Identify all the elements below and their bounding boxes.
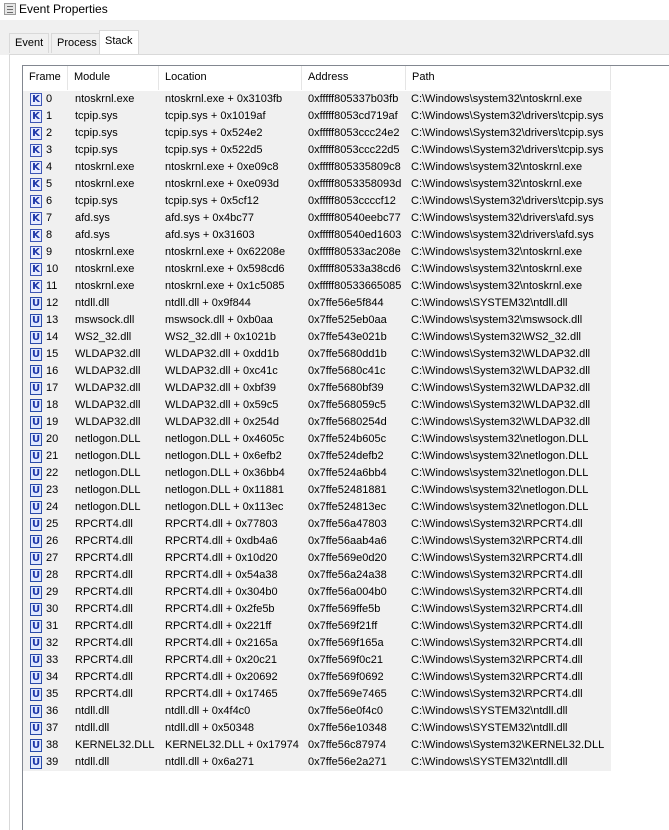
module-cell: afd.sys: [75, 229, 110, 241]
path-cell: C:\Windows\System32\RPCRT4.dll: [411, 569, 583, 581]
path-cell: C:\Windows\SYSTEM32\ntdll.dll: [411, 705, 568, 717]
frame-cell: 37: [46, 722, 59, 734]
table-row[interactable]: [23, 414, 611, 431]
frame-cell: 39: [46, 756, 59, 768]
location-cell: KERNEL32.DLL + 0x17974: [165, 739, 299, 751]
frame-cell: 5: [46, 178, 53, 190]
path-cell: C:\Windows\system32\mswsock.dll: [411, 314, 583, 326]
user-mode-frame-icon: U: [31, 468, 41, 479]
address-cell: 0x7ffe56a004b0: [308, 586, 387, 598]
address-cell: 0xfffff8053ccccf12: [308, 195, 396, 207]
table-row[interactable]: [23, 516, 611, 533]
address-cell: 0x7ffe56e10348: [308, 722, 387, 734]
kernel-mode-frame-icon: K: [30, 93, 42, 106]
address-cell: 0x7ffe5680c41c: [308, 365, 386, 377]
path-cell: C:\Windows\system32\drivers\afd.sys: [411, 212, 594, 224]
path-cell: C:\Windows\system32\netlogon.DLL: [411, 467, 589, 479]
table-row[interactable]: [23, 380, 611, 397]
location-cell: netlogon.DLL + 0x6efb2: [165, 450, 282, 462]
kernel-mode-frame-icon: K: [30, 127, 42, 140]
address-cell: 0x7ffe56aab4a6: [308, 535, 387, 547]
table-row[interactable]: [23, 703, 611, 720]
frame-cell: 11: [46, 280, 58, 292]
path-cell: C:\Windows\SYSTEM32\ntdll.dll: [411, 722, 568, 734]
user-mode-frame-icon: U: [31, 298, 41, 309]
address-cell: 0xfffff80540ed1603: [308, 229, 402, 241]
location-cell: ntdll.dll + 0x50348: [165, 722, 254, 734]
frame-cell: 28: [46, 569, 59, 581]
frame-cell: 2: [46, 127, 53, 139]
path-cell: C:\Windows\System32\RPCRT4.dll: [411, 688, 583, 700]
location-cell: tcpip.sys + 0x524e2: [165, 127, 263, 139]
user-mode-frame-icon: U: [31, 485, 41, 496]
kernel-mode-frame-icon: K: [30, 195, 42, 208]
address-cell: 0x7ffe524813ec: [308, 501, 387, 513]
user-mode-frame-icon: U: [31, 383, 41, 394]
module-cell: ntoskrnl.exe: [75, 178, 135, 190]
location-cell: netlogon.DLL + 0x11881: [165, 484, 284, 496]
kernel-mode-frame-icon: K: [30, 246, 42, 259]
location-cell: afd.sys + 0x4bc77: [165, 212, 254, 224]
location-cell: ntoskrnl.exe + 0x3103fb: [165, 93, 283, 105]
frame-cell: 34: [46, 671, 59, 683]
table-row[interactable]: [23, 261, 611, 278]
kernel-mode-frame-icon: K: [30, 178, 42, 191]
table-row[interactable]: [23, 91, 611, 108]
module-cell: ntdll.dll: [75, 705, 110, 717]
module-cell: RPCRT4.dll: [75, 637, 133, 649]
kernel-mode-frame-icon: K: [30, 280, 42, 293]
address-cell: 0xfffff805335809c8: [308, 161, 401, 173]
address-cell: 0x7ffe56c87974: [308, 739, 387, 751]
module-cell: ntoskrnl.exe: [75, 280, 135, 292]
location-cell: WLDAP32.dll + 0xdd1b: [165, 348, 280, 360]
path-cell: C:\Windows\System32\drivers\tcpip.sys: [411, 127, 604, 139]
user-mode-frame-icon: U: [31, 706, 41, 717]
table-row[interactable]: [23, 142, 611, 159]
location-cell: ntoskrnl.exe + 0x1c5085: [165, 280, 285, 292]
kernel-mode-frame-icon: K: [30, 161, 42, 174]
address-cell: 0x7ffe569f0692: [308, 671, 384, 683]
module-cell: RPCRT4.dll: [75, 671, 133, 683]
location-cell: tcpip.sys + 0x5cf12: [165, 195, 259, 207]
stack-list[interactable]: [22, 65, 669, 830]
address-cell: 0xfffff8053ccc22d5: [308, 144, 400, 156]
frame-cell: 33: [46, 654, 59, 666]
table-row[interactable]: [23, 244, 611, 261]
address-cell: 0xfffff80533a38cd6: [308, 263, 401, 275]
table-row[interactable]: [23, 618, 611, 635]
location-cell: ntoskrnl.exe + 0x62208e: [165, 246, 286, 258]
user-mode-frame-icon: U: [31, 689, 41, 700]
module-cell: mswsock.dll: [75, 314, 135, 326]
address-cell: 0x7ffe568059c5: [308, 399, 387, 411]
location-cell: afd.sys + 0x31603: [165, 229, 255, 241]
kernel-mode-frame-icon: K: [30, 263, 42, 276]
address-cell: 0xfffff8053358093d: [308, 178, 402, 190]
window-title: Event Properties: [19, 2, 108, 16]
path-cell: C:\Windows\System32\RPCRT4.dll: [411, 586, 583, 598]
frame-cell: 35: [46, 688, 59, 700]
tab-stack[interactable]: Stack: [99, 30, 139, 55]
frame-cell: 15: [46, 348, 59, 360]
user-mode-frame-icon: U: [31, 366, 41, 377]
table-row[interactable]: [23, 159, 611, 176]
location-cell: ntdll.dll + 0x4f4c0: [165, 705, 251, 717]
address-cell: 0x7ffe569f165a: [308, 637, 384, 649]
location-cell: tcpip.sys + 0x522d5: [165, 144, 263, 156]
path-cell: C:\Windows\System32\RPCRT4.dll: [411, 552, 583, 564]
module-cell: ntoskrnl.exe: [75, 93, 135, 105]
tab-event[interactable]: Event: [9, 33, 49, 53]
frame-cell: 7: [46, 212, 53, 224]
address-cell: 0xfffff80533ac208e: [308, 246, 401, 258]
frame-cell: 23: [46, 484, 59, 496]
frame-cell: 0: [46, 93, 53, 105]
path-cell: C:\Windows\System32\RPCRT4.dll: [411, 518, 583, 530]
user-mode-frame-icon: U: [31, 757, 41, 768]
address-cell: 0xfffff80540eebc77: [308, 212, 401, 224]
tab-process[interactable]: Process: [51, 33, 103, 53]
user-mode-frame-icon: U: [31, 587, 41, 598]
table-row[interactable]: [23, 669, 611, 686]
location-cell: RPCRT4.dll + 0x304b0: [165, 586, 278, 598]
module-cell: WLDAP32.dll: [75, 365, 141, 377]
frame-cell: 9: [46, 246, 53, 258]
address-cell: 0x7ffe56a47803: [308, 518, 387, 530]
location-cell: RPCRT4.dll + 0xdb4a6: [165, 535, 278, 547]
address-cell: 0x7ffe5680254d: [308, 416, 387, 428]
path-cell: C:\Windows\System32\RPCRT4.dll: [411, 654, 583, 666]
location-cell: WS2_32.dll + 0x1021b: [165, 331, 276, 343]
title-bar: [0, 0, 669, 20]
path-cell: C:\Windows\system32\drivers\afd.sys: [411, 229, 594, 241]
module-cell: ntdll.dll: [75, 297, 110, 309]
tab-strip: [0, 20, 669, 55]
path-cell: C:\Windows\SYSTEM32\ntdll.dll: [411, 756, 568, 768]
frame-cell: 31: [46, 620, 59, 632]
address-cell: 0x7ffe569e0d20: [308, 552, 387, 564]
module-cell: RPCRT4.dll: [75, 518, 133, 530]
frame-cell: 30: [46, 603, 59, 615]
module-cell: tcpip.sys: [75, 110, 118, 122]
path-cell: C:\Windows\System32\KERNEL32.DLL: [411, 739, 605, 751]
kernel-mode-frame-icon: K: [30, 110, 42, 123]
frame-cell: 10: [46, 263, 59, 275]
location-cell: tcpip.sys + 0x1019af: [165, 110, 266, 122]
module-cell: WS2_32.dll: [75, 331, 132, 343]
table-row[interactable]: [23, 448, 611, 465]
table-row[interactable]: [23, 533, 611, 550]
table-row[interactable]: [23, 482, 611, 499]
frame-cell: 1: [46, 110, 53, 122]
table-row[interactable]: [23, 584, 611, 601]
user-mode-frame-icon: U: [31, 349, 41, 360]
path-cell: C:\Windows\system32\netlogon.DLL: [411, 450, 589, 462]
address-cell: 0x7ffe5680dd1b: [308, 348, 387, 360]
frame-cell: 20: [46, 433, 59, 445]
module-cell: netlogon.DLL: [75, 467, 141, 479]
column-header-frame[interactable]: Frame: [23, 66, 68, 90]
path-cell: C:\Windows\System32\WLDAP32.dll: [411, 365, 591, 377]
location-cell: netlogon.DLL + 0x4605c: [165, 433, 285, 445]
user-mode-frame-icon: U: [31, 740, 41, 751]
path-cell: C:\Windows\system32\ntoskrnl.exe: [411, 246, 583, 258]
address-cell: 0x7ffe56e0f4c0: [308, 705, 384, 717]
table-row[interactable]: [23, 312, 611, 329]
location-cell: ntoskrnl.exe + 0x598cd6: [165, 263, 285, 275]
table-row[interactable]: [23, 737, 611, 754]
table-row[interactable]: [23, 567, 611, 584]
frame-cell: 19: [46, 416, 59, 428]
path-cell: C:\Windows\system32\netlogon.DLL: [411, 433, 589, 445]
frame-cell: 14: [46, 331, 59, 343]
location-cell: RPCRT4.dll + 0x2165a: [165, 637, 278, 649]
path-cell: C:\Windows\System32\WLDAP32.dll: [411, 399, 591, 411]
list-body: [23, 91, 611, 771]
location-cell: RPCRT4.dll + 0x2fe5b: [165, 603, 275, 615]
table-row[interactable]: [23, 720, 611, 737]
table-row[interactable]: [23, 397, 611, 414]
table-row[interactable]: [23, 329, 611, 346]
module-cell: tcpip.sys: [75, 144, 118, 156]
address-cell: 0x7ffe52481881: [308, 484, 387, 496]
table-row[interactable]: [23, 227, 611, 244]
address-cell: 0x7ffe524b605c: [308, 433, 387, 445]
module-cell: netlogon.DLL: [75, 501, 141, 513]
column-header-location[interactable]: Location: [159, 66, 302, 90]
path-cell: C:\Windows\SYSTEM32\ntdll.dll: [411, 297, 568, 309]
table-row[interactable]: [23, 635, 611, 652]
table-row[interactable]: [23, 431, 611, 448]
location-cell: RPCRT4.dll + 0x10d20: [165, 552, 278, 564]
user-mode-frame-icon: U: [31, 672, 41, 683]
address-cell: 0x7ffe569e7465: [308, 688, 387, 700]
module-cell: RPCRT4.dll: [75, 552, 133, 564]
module-cell: ntoskrnl.exe: [75, 246, 135, 258]
frame-cell: 17: [46, 382, 59, 394]
location-cell: RPCRT4.dll + 0x221ff: [165, 620, 272, 632]
table-row[interactable]: [23, 346, 611, 363]
path-cell: C:\Windows\system32\ntoskrnl.exe: [411, 93, 583, 105]
module-cell: tcpip.sys: [75, 127, 118, 139]
location-cell: RPCRT4.dll + 0x17465: [165, 688, 278, 700]
address-cell: 0xfffff8053cd719af: [308, 110, 398, 122]
address-cell: 0xfffff80533665085: [308, 280, 402, 292]
path-cell: C:\Windows\system32\netlogon.DLL: [411, 501, 589, 513]
frame-cell: 18: [46, 399, 59, 411]
location-cell: mswsock.dll + 0xb0aa: [165, 314, 273, 326]
path-cell: C:\Windows\System32\WS2_32.dll: [411, 331, 581, 343]
table-row[interactable]: [23, 108, 611, 125]
module-cell: WLDAP32.dll: [75, 416, 141, 428]
path-cell: C:\Windows\System32\WLDAP32.dll: [411, 348, 591, 360]
location-cell: WLDAP32.dll + 0x254d: [165, 416, 280, 428]
module-cell: tcpip.sys: [75, 195, 118, 207]
module-cell: ntdll.dll: [75, 722, 110, 734]
user-mode-frame-icon: U: [31, 417, 41, 428]
frame-cell: 24: [46, 501, 59, 513]
column-header-module[interactable]: Module: [68, 66, 159, 90]
frame-cell: 25: [46, 518, 59, 530]
address-cell: 0xfffff805337b03fb: [308, 93, 399, 105]
location-cell: RPCRT4.dll + 0x77803: [165, 518, 278, 530]
module-cell: RPCRT4.dll: [75, 586, 133, 598]
location-cell: RPCRT4.dll + 0x20c21: [165, 654, 277, 666]
table-row[interactable]: [23, 176, 611, 193]
location-cell: ntdll.dll + 0x6a271: [165, 756, 254, 768]
user-mode-frame-icon: U: [31, 502, 41, 513]
path-cell: C:\Windows\System32\WLDAP32.dll: [411, 416, 591, 428]
table-row[interactable]: [23, 125, 611, 142]
table-row[interactable]: [23, 465, 611, 482]
location-cell: RPCRT4.dll + 0x54a38: [165, 569, 278, 581]
path-cell: C:\Windows\System32\RPCRT4.dll: [411, 603, 583, 615]
address-cell: 0x7ffe569f0c21: [308, 654, 384, 666]
location-cell: netlogon.DLL + 0x36bb4: [165, 467, 285, 479]
module-cell: KERNEL32.DLL: [75, 739, 155, 751]
location-cell: WLDAP32.dll + 0xbf39: [165, 382, 276, 394]
address-cell: 0xfffff8053ccc24e2: [308, 127, 400, 139]
path-cell: C:\Windows\System32\drivers\tcpip.sys: [411, 144, 604, 156]
frame-cell: 4: [46, 161, 53, 173]
path-cell: C:\Windows\system32\ntoskrnl.exe: [411, 161, 583, 173]
module-cell: WLDAP32.dll: [75, 382, 141, 394]
module-cell: RPCRT4.dll: [75, 535, 133, 547]
table-row[interactable]: [23, 652, 611, 669]
address-cell: 0x7ffe524a6bb4: [308, 467, 387, 479]
user-mode-frame-icon: U: [31, 570, 41, 581]
user-mode-frame-icon: U: [31, 638, 41, 649]
kernel-mode-frame-icon: K: [30, 229, 42, 242]
user-mode-frame-icon: U: [31, 553, 41, 564]
address-cell: 0x7ffe525eb0aa: [308, 314, 387, 326]
table-row[interactable]: [23, 754, 611, 771]
path-cell: C:\Windows\System32\RPCRT4.dll: [411, 535, 583, 547]
table-row[interactable]: [23, 686, 611, 703]
frame-cell: 6: [46, 195, 53, 207]
frame-cell: 36: [46, 705, 59, 717]
location-cell: ntoskrnl.exe + 0xe093d: [165, 178, 280, 190]
module-cell: WLDAP32.dll: [75, 348, 141, 360]
location-cell: netlogon.DLL + 0x113ec: [165, 501, 284, 513]
table-row[interactable]: [23, 550, 611, 567]
column-header-address[interactable]: Address: [302, 66, 406, 90]
address-cell: 0x7ffe569f21ff: [308, 620, 378, 632]
location-cell: ntoskrnl.exe + 0xe09c8: [165, 161, 279, 173]
kernel-mode-frame-icon: K: [30, 144, 42, 157]
address-cell: 0x7ffe5680bf39: [308, 382, 384, 394]
address-cell: 0x7ffe56a24a38: [308, 569, 387, 581]
column-header-path[interactable]: Path: [406, 66, 611, 90]
kernel-mode-frame-icon: K: [30, 212, 42, 225]
module-cell: RPCRT4.dll: [75, 620, 133, 632]
address-cell: 0x7ffe524defb2: [308, 450, 384, 462]
user-mode-frame-icon: U: [31, 536, 41, 547]
table-row[interactable]: [23, 210, 611, 227]
frame-cell: 21: [46, 450, 59, 462]
window-icon: [4, 3, 16, 15]
module-cell: netlogon.DLL: [75, 484, 141, 496]
frame-cell: 12: [46, 297, 59, 309]
table-row[interactable]: [23, 601, 611, 618]
frame-cell: 22: [46, 467, 59, 479]
user-mode-frame-icon: U: [31, 604, 41, 615]
address-cell: 0x7ffe56e2a271: [308, 756, 387, 768]
path-cell: C:\Windows\system32\ntoskrnl.exe: [411, 263, 583, 275]
user-mode-frame-icon: U: [31, 332, 41, 343]
location-cell: ntdll.dll + 0x9f844: [165, 297, 251, 309]
user-mode-frame-icon: U: [31, 519, 41, 530]
address-cell: 0x7ffe543e021b: [308, 331, 387, 343]
address-cell: 0x7ffe569ffe5b: [308, 603, 381, 615]
path-cell: C:\Windows\System32\RPCRT4.dll: [411, 637, 583, 649]
path-cell: C:\Windows\System32\drivers\tcpip.sys: [411, 195, 604, 207]
path-cell: C:\Windows\system32\ntoskrnl.exe: [411, 178, 583, 190]
frame-cell: 8: [46, 229, 53, 241]
location-cell: WLDAP32.dll + 0xc41c: [165, 365, 278, 377]
user-mode-frame-icon: U: [31, 621, 41, 632]
module-cell: ntoskrnl.exe: [75, 161, 135, 173]
table-row[interactable]: [23, 363, 611, 380]
module-cell: RPCRT4.dll: [75, 654, 133, 666]
module-cell: RPCRT4.dll: [75, 603, 133, 615]
module-cell: RPCRT4.dll: [75, 688, 133, 700]
frame-cell: 13: [46, 314, 59, 326]
path-cell: C:\Windows\system32\ntoskrnl.exe: [411, 280, 583, 292]
module-cell: ntdll.dll: [75, 756, 110, 768]
table-row[interactable]: [23, 278, 611, 295]
address-cell: 0x7ffe56e5f844: [308, 297, 384, 309]
module-cell: netlogon.DLL: [75, 450, 141, 462]
frame-cell: 29: [46, 586, 59, 598]
module-cell: netlogon.DLL: [75, 433, 141, 445]
user-mode-frame-icon: U: [31, 434, 41, 445]
frame-cell: 16: [46, 365, 59, 377]
user-mode-frame-icon: U: [31, 655, 41, 666]
table-row[interactable]: [23, 295, 611, 312]
frame-cell: 27: [46, 552, 59, 564]
user-mode-frame-icon: U: [31, 451, 41, 462]
path-cell: C:\Windows\system32\netlogon.DLL: [411, 484, 589, 496]
module-cell: WLDAP32.dll: [75, 399, 141, 411]
frame-cell: 38: [46, 739, 59, 751]
frame-cell: 32: [46, 637, 59, 649]
path-cell: C:\Windows\System32\drivers\tcpip.sys: [411, 110, 604, 122]
table-row[interactable]: [23, 499, 611, 516]
module-cell: ntoskrnl.exe: [75, 263, 135, 275]
module-cell: RPCRT4.dll: [75, 569, 133, 581]
path-cell: C:\Windows\System32\RPCRT4.dll: [411, 620, 583, 632]
path-cell: C:\Windows\System32\WLDAP32.dll: [411, 382, 591, 394]
user-mode-frame-icon: U: [31, 315, 41, 326]
user-mode-frame-icon: U: [31, 723, 41, 734]
location-cell: WLDAP32.dll + 0x59c5: [165, 399, 279, 411]
user-mode-frame-icon: U: [31, 400, 41, 411]
frame-cell: 3: [46, 144, 53, 156]
path-cell: C:\Windows\System32\RPCRT4.dll: [411, 671, 583, 683]
location-cell: RPCRT4.dll + 0x20692: [165, 671, 278, 683]
module-cell: afd.sys: [75, 212, 110, 224]
table-row[interactable]: [23, 193, 611, 210]
frame-cell: 26: [46, 535, 59, 547]
list-header: [23, 66, 669, 90]
